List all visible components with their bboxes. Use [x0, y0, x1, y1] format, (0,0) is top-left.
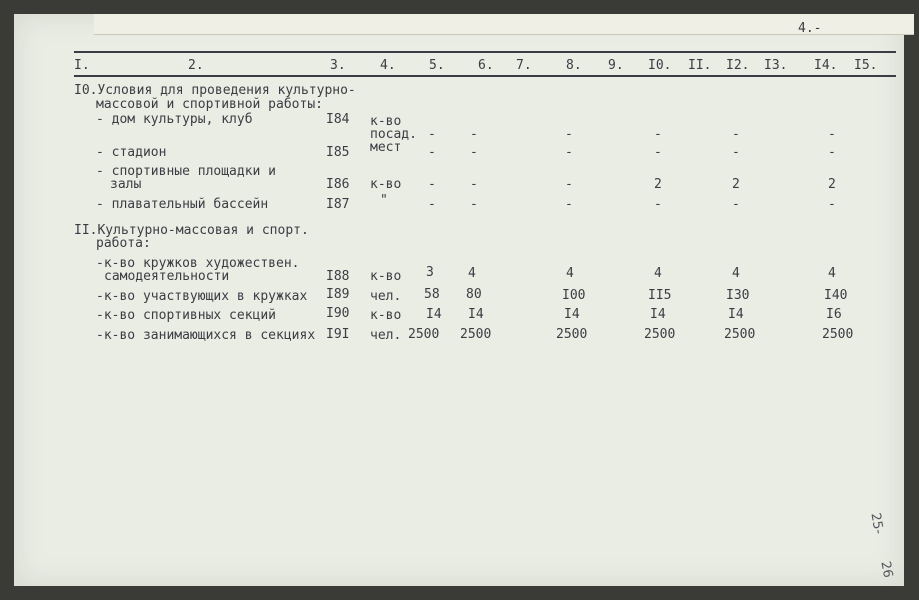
row-185-c14: - — [828, 145, 836, 160]
row-184-c5: - — [428, 127, 436, 142]
row-190-label: -к-во спортивных секций — [96, 308, 277, 323]
margin-note-page: 25- — [867, 511, 886, 536]
row-191-c12: 2500 — [724, 327, 756, 342]
row-191-c10: 2500 — [644, 327, 676, 342]
document-page — [14, 14, 904, 586]
row-185-c8: - — [565, 145, 573, 160]
row-188-unit: к-во — [370, 269, 402, 284]
margin-note-page-2: 26 — [877, 560, 896, 579]
col-header-14: I4. — [814, 58, 838, 73]
row-187-c6: - — [470, 197, 478, 212]
row-190-unit: к-во — [370, 308, 402, 323]
section11-title: II.Культурно-массовая и спорт. — [74, 223, 309, 238]
row-190-c10: I4 — [650, 307, 666, 322]
row-186-c10: 2 — [654, 177, 662, 192]
row-187-c10: - — [654, 197, 662, 212]
row-184-unit-extra2: мест — [370, 140, 402, 155]
row-190-c5: I4 — [426, 307, 442, 322]
row-184-c14: - — [828, 127, 836, 142]
row-188-c14: 4 — [828, 266, 836, 281]
header-rule-bottom — [74, 75, 896, 77]
row-188-c8: 4 — [566, 266, 574, 281]
row-187-c8: - — [565, 197, 573, 212]
row-189-c14: I40 — [824, 288, 848, 303]
col-header-1: I. — [74, 58, 90, 73]
row-191-c8: 2500 — [556, 327, 588, 342]
row-184-c10: - — [654, 127, 662, 142]
row-187-c12: - — [732, 197, 740, 212]
row-191-c5: 2500 — [408, 327, 440, 342]
section10-title: I0.Условия для проведения культурно- — [74, 83, 356, 98]
row-191-unit: чел. — [370, 328, 402, 343]
row-191-code: I9I — [326, 327, 350, 342]
row-186-c6: - — [470, 177, 478, 192]
row-185-c10: - — [654, 145, 662, 160]
row-189-c12: I30 — [726, 288, 750, 303]
row-186-label: - спортивные площадки и — [96, 164, 277, 179]
col-header-7: 7. — [516, 58, 532, 73]
row-185-label: - стадион — [96, 145, 167, 160]
col-header-11: II. — [688, 58, 712, 73]
row-184-c12: - — [732, 127, 740, 142]
col-header-8: 8. — [566, 58, 582, 73]
row-187-c14: - — [828, 197, 836, 212]
row-184-c6: - — [470, 127, 478, 142]
row-189-label: -к-во участвующих в кружках — [96, 289, 308, 304]
row-186-c12: 2 — [732, 177, 740, 192]
header-rule-top — [74, 51, 896, 53]
col-header-4: 4. — [380, 58, 396, 73]
row-188-label: -к-во кружков художествен. — [96, 256, 300, 271]
row-185-c5: - — [428, 145, 436, 160]
row-186-code: I86 — [326, 177, 350, 192]
row-184-unit-extra: посад. — [370, 127, 417, 142]
row-187-unit: " — [380, 193, 388, 208]
row-186-label-cont: залы — [110, 177, 142, 192]
row-190-code: I90 — [326, 306, 350, 321]
row-184-label: - дом культуры, клуб — [96, 112, 253, 127]
row-190-c8: I4 — [564, 307, 580, 322]
row-188-c6: 4 — [468, 266, 476, 281]
row-189-c6: 80 — [466, 287, 482, 302]
row-186-unit: к-во — [370, 177, 402, 192]
col-header-9: 9. — [608, 58, 624, 73]
col-header-15: I5. — [854, 58, 878, 73]
col-header-10: I0. — [648, 58, 672, 73]
row-188-code: I88 — [326, 269, 350, 284]
col-header-5: 5. — [429, 58, 445, 73]
row-189-code: I89 — [326, 287, 350, 302]
section11-title-cont: работа: — [96, 236, 151, 251]
row-188-c12: 4 — [732, 266, 740, 281]
row-185-c6: - — [470, 145, 478, 160]
col-header-2: 2. — [188, 58, 204, 73]
section10-title-cont: массовой и спортивной работы: — [96, 97, 323, 112]
row-191-c14: 2500 — [822, 327, 854, 342]
row-191-label: -к-во занимающихся в секциях — [96, 328, 316, 343]
col-header-6: 6. — [478, 58, 494, 73]
row-187-label: - плавательный бассейн — [96, 197, 269, 212]
row-190-c6: I4 — [468, 307, 484, 322]
row-188-label-cont: самодеятельности — [104, 269, 230, 284]
row-188-c5: 3 — [426, 265, 434, 280]
row-189-c10: II5 — [648, 288, 672, 303]
row-190-c12: I4 — [728, 307, 744, 322]
row-184-c8: - — [565, 127, 573, 142]
row-186-c5: - — [428, 177, 436, 192]
row-187-code: I87 — [326, 197, 350, 212]
page-number: 4.- — [798, 21, 822, 36]
col-header-12: I2. — [726, 58, 750, 73]
col-header-13: I3. — [764, 58, 788, 73]
row-189-unit: чел. — [370, 289, 402, 304]
row-186-c14: 2 — [828, 177, 836, 192]
row-189-c5: 58 — [424, 287, 440, 302]
row-185-c12: - — [732, 145, 740, 160]
row-186-c8: - — [565, 177, 573, 192]
col-header-3: 3. — [330, 58, 346, 73]
page-edge — [94, 14, 914, 35]
row-184-code: I84 — [326, 112, 350, 127]
row-187-c5: - — [428, 197, 436, 212]
row-185-code: I85 — [326, 145, 350, 160]
row-188-c10: 4 — [654, 266, 662, 281]
row-184-unit: к-во — [370, 114, 402, 129]
row-189-c8: I00 — [562, 288, 586, 303]
row-191-c6: 2500 — [460, 327, 492, 342]
row-190-c14: I6 — [826, 307, 842, 322]
